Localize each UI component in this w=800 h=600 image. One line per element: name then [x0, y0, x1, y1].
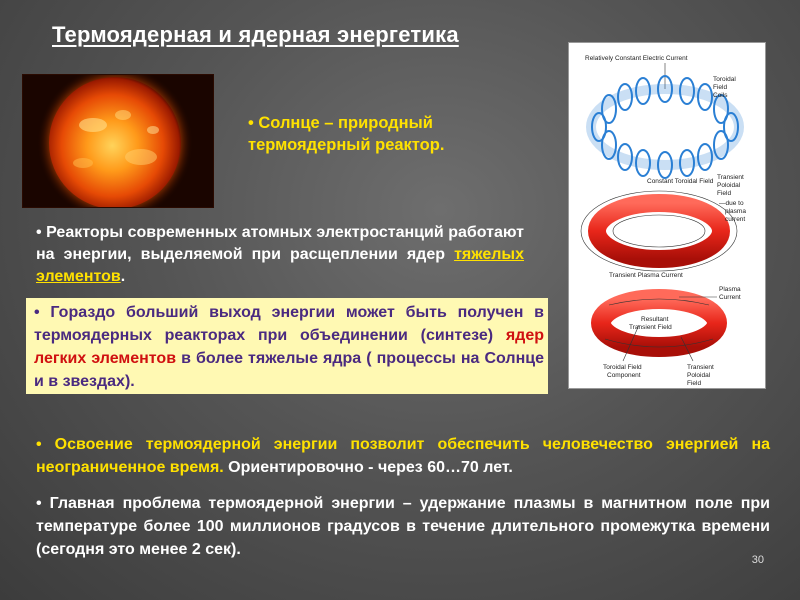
label-resultant-2: Transient Field	[629, 324, 672, 331]
label-toroidal-2: Field	[713, 84, 728, 91]
reactors-text-end: .	[120, 268, 126, 285]
label-transient-pol2-1: Transient	[687, 364, 714, 371]
tokamak-icon	[569, 43, 765, 388]
light-elements-text: ядер легких элементов	[34, 327, 544, 367]
mastery-bullet	[36, 433, 770, 479]
label-due-1: —due to	[719, 200, 744, 207]
sun-photo	[22, 74, 214, 208]
label-due-3: current	[725, 216, 746, 223]
label-transient-pol2-3: Field	[687, 380, 702, 387]
label-transient-poloidal-2: Poloidal	[717, 182, 741, 189]
label-due-2: plasma	[725, 208, 746, 215]
label-toroidal-1: Toroidal	[713, 76, 736, 83]
label-toroidal-comp-1: Toroidal Field	[603, 364, 642, 371]
plasma-torus	[581, 191, 737, 271]
page-number: 30	[751, 554, 764, 566]
label-transient-plasma: Transient Plasma Current	[609, 272, 683, 279]
sun-bullet	[248, 112, 518, 156]
label-toroidal-3: Coils	[713, 92, 728, 99]
tokamak-diagram	[568, 42, 766, 389]
slide-title: Термоядерная и ядерная энергетика	[52, 22, 459, 47]
problem-bullet: • Главная проблема термоядерной энергии – удержание плазмы в магнитном поле при температуре более 100 миллионов градусов в течение длительного промежутка времени (сегодня это менее 2 сек).	[36, 495, 770, 558]
heavy-elements-link: тяжелых элементов	[36, 246, 524, 285]
fusion-callout-text	[34, 301, 544, 393]
fusion-callout-box	[26, 298, 548, 394]
sun-bullet-line1: • Солнце – природный	[248, 114, 433, 132]
fusion-text-start: • Гораздо больший выход энергии может быть получен в термоядерных реакторах при объединении (синтезе)	[34, 304, 544, 344]
label-toroidal-comp-2: Component	[607, 372, 641, 379]
label-plasma-current-1: Plasma	[719, 286, 741, 293]
reactors-bullet	[36, 222, 524, 288]
sun-icon	[23, 75, 213, 207]
label-constant-toroidal: Constant Toroidal Field	[647, 178, 714, 185]
mastery-text: • Освоение термоядерной энергии позволит обеспечить человечество энергией на неограниченное время.	[36, 436, 770, 476]
fusion-text-end: в более тяжелые ядра ( процессы на Солнце и в звездах).	[34, 350, 544, 390]
label-transient-poloidal-1: Transient	[717, 174, 744, 181]
label-plasma-current-2: Current	[719, 294, 741, 301]
label-constant-current: Relatively Constant Electric Current	[585, 55, 688, 62]
reactors-text: • Реакторы современных атомных электростанций работают на энергии, выделяемой при расщеплении ядер	[36, 224, 524, 263]
label-resultant-1: Resultant	[641, 316, 669, 323]
label-transient-poloidal-3: Field	[717, 190, 732, 197]
mastery-timeframe: Ориентировочно - через 60…70 лет.	[223, 459, 513, 476]
sun-bullet-line2: термоядерный реактор.	[248, 136, 445, 154]
label-transient-pol2-2: Poloidal	[687, 372, 711, 379]
